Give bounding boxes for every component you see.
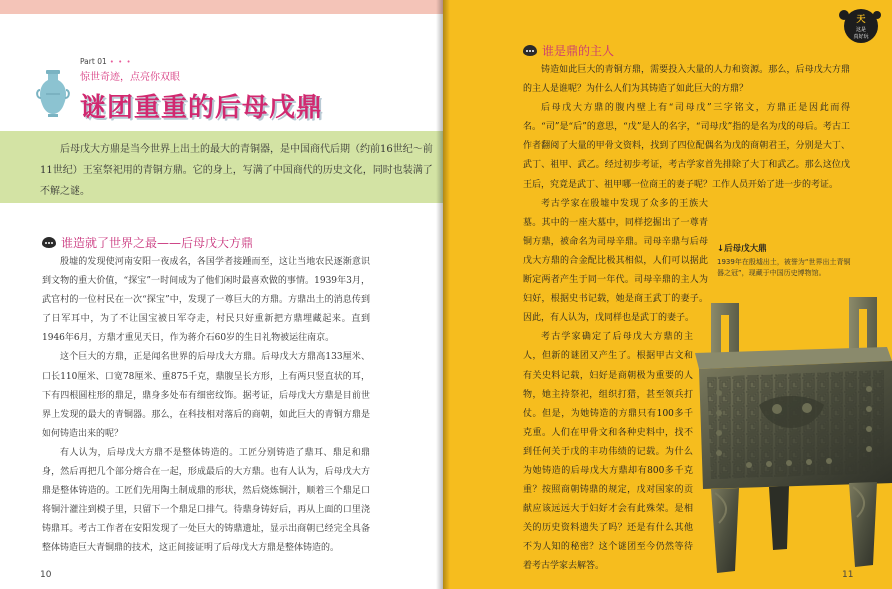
- page-gutter: [436, 0, 450, 589]
- image-caption: [717, 242, 857, 279]
- page-number-left: 10: [40, 570, 52, 580]
- paragraph: 这个巨大的方鼎，正是闻名世界的后母戊大方鼎。后母戊大方鼎高133厘米、口长110厘米、口宽78厘米、重875千克，鼎腹呈长方形，上有两只竖直状的耳，下有四根圆柱形的鼎足，鼎身多处布有细密纹饰。据考证，后母戊大方鼎是目前世界上发现的最大的青铜器。那么，在科技相对落后的商朝，如此巨大的青铜方鼎是如何铸造出来的呢？: [42, 352, 370, 439]
- paragraph: 有人认为，后母戊大方鼎不是整体铸造的。工匠分别铸造了鼎耳、鼎足和鼎身，然后再把几个部分熔合在一起，形成最后的大方鼎。也有人认为，后母戊大方鼎是整体铸造的。工匠们先用陶土制成鼎的形状，然后烧炼铜汁，顺着三个鼎足口将铜汁灌注到模子里，只留下一个鼎足口排气。待鼎身铸好后，再从上面的口里浇铸鼎耳。考古工作者在安阳发现了一处巨大的铸鼎遗址，显示出商朝已经完全具备整体铸造巨大青铜鼎的技术，这正间接证明了后母戊大方鼎是整体铸造的。: [42, 447, 370, 554]
- speech-bubble-icon: [523, 45, 537, 56]
- series-badge-icon: [835, 6, 883, 46]
- badge-line: 这是: [855, 27, 867, 33]
- intro-paragraph: 后母戊大方鼎是当今世界上出土的最大的青铜器，是中国商代后期（约前16世纪～前11世纪）王室祭祀用的青铜方鼎。它的身上，写满了中国商代的历史文化，同时也装满了不解之谜。: [40, 144, 433, 197]
- top-decorative-bar: [0, 0, 443, 14]
- caption-title: ↓后母戊大鼎: [717, 244, 767, 254]
- speech-bubble-icon: [42, 237, 56, 248]
- part-subtitle: 惊世奇迹，点亮你双眼: [80, 72, 180, 83]
- part-label: [80, 57, 132, 66]
- vase-icon: [36, 68, 70, 118]
- paragraph: 考古学家确定了后母戊大方鼎的主人，但新的谜团又产生了。根据甲古文和有关史料记载，妇好是商朝极为重要的人物，她主持祭祀，组织打猎，甚至领兵打仗。但是，为她铸造的方鼎只有100多千克重。人们在甲骨文和各种史料中，找不到任何关于戊的丰功伟绩的记载。为什么为她铸造的后母戊大方鼎却有800多千克重？按照商朝铸鼎的规定，戊对国家的贡献应该远远大于妇好才会有此殊荣。是相关的历史资料遗失了吗？还是有什么其他不为人知的秘密？这个谜团至今仍然等待着考古学家去解答。: [523, 332, 693, 572]
- part-label-text: Part 01: [80, 57, 107, 66]
- bronze-ding-illustration: [689, 293, 892, 577]
- part-dots: • • •: [109, 58, 132, 66]
- page-number-right: 11: [842, 570, 854, 580]
- right-section-heading-text: 谁是鼎的主人: [542, 44, 615, 58]
- caption-text: 1939年在殷墟出土，被誉为“世界出土青铜器之冠”，现藏于中国历史博物馆。: [717, 258, 851, 277]
- left-body-text: [42, 253, 370, 559]
- chapter-title: 谜团重重的后母戊鼎: [80, 93, 324, 123]
- paragraph: 考古学家在殷墟中发现了众多的王族大墓。其中的一座大墓中，同样挖掘出了一尊青铜方鼎，被命名为司母辛鼎。司母辛鼎与后母戊大方鼎的合金配比极其相似，人们可以据此断定两者产生于同一年代。司母辛鼎的主人为妇好，根据史书记载，她是商王武丁的妻子。因此，有人认为，戊同样也是武丁的妻子。: [523, 198, 708, 324]
- paragraph: 后母戊大方鼎的腹内壁上有“司母戊”三字铭文，方鼎正是因此而得名。“司”是“后”的意思，“戊”是人的名字，“司母戊”指的是名为戊的母后。考古工作者翻阅了大量的甲骨文资料，找到了四位配偶名为戊的商朝君王，分别是大丁、武丁、祖甲、武乙。经过初步考证，考古学家首先排除了大丁和武乙。那么这位戊王后，究竟是武丁、祖甲哪一位商王的妻子呢？工作人员开始了进一步的考证。: [523, 103, 850, 190]
- left-section-heading-text: 谁造就了世界之最——后母戊大方鼎: [61, 236, 254, 250]
- paragraph: 铸造如此巨大的青铜方鼎，需要投入大量的人力和资源。那么，后母戊大方鼎的主人是谁呢？为什么人们为其铸造了如此巨大的方鼎？: [523, 65, 850, 95]
- paragraph: 殷墟的发现使河南安阳一夜成名，各国学者接踵而至，这让当地农民逐渐意识到文物的重大价值，“探宝”一时间成为了他们闲时最喜欢做的事情。1939年3月，武官村的一位村民在一次“探宝”中，发现了一尊巨大的方鼎。方鼎出土的消息传到了日军耳中，为了不让国宝被日军夺走，村民只好重新把方鼎埋藏起来。直到1946年6月，方鼎才重见天日，作为蒋介石60岁的生日礼物被运往南京。: [42, 257, 370, 344]
- right-section-heading: [523, 42, 614, 59]
- badge-char: 天: [856, 15, 866, 25]
- left-section-heading: [42, 234, 253, 251]
- badge-line: 真好玩: [853, 34, 869, 40]
- intro-text: [40, 139, 436, 202]
